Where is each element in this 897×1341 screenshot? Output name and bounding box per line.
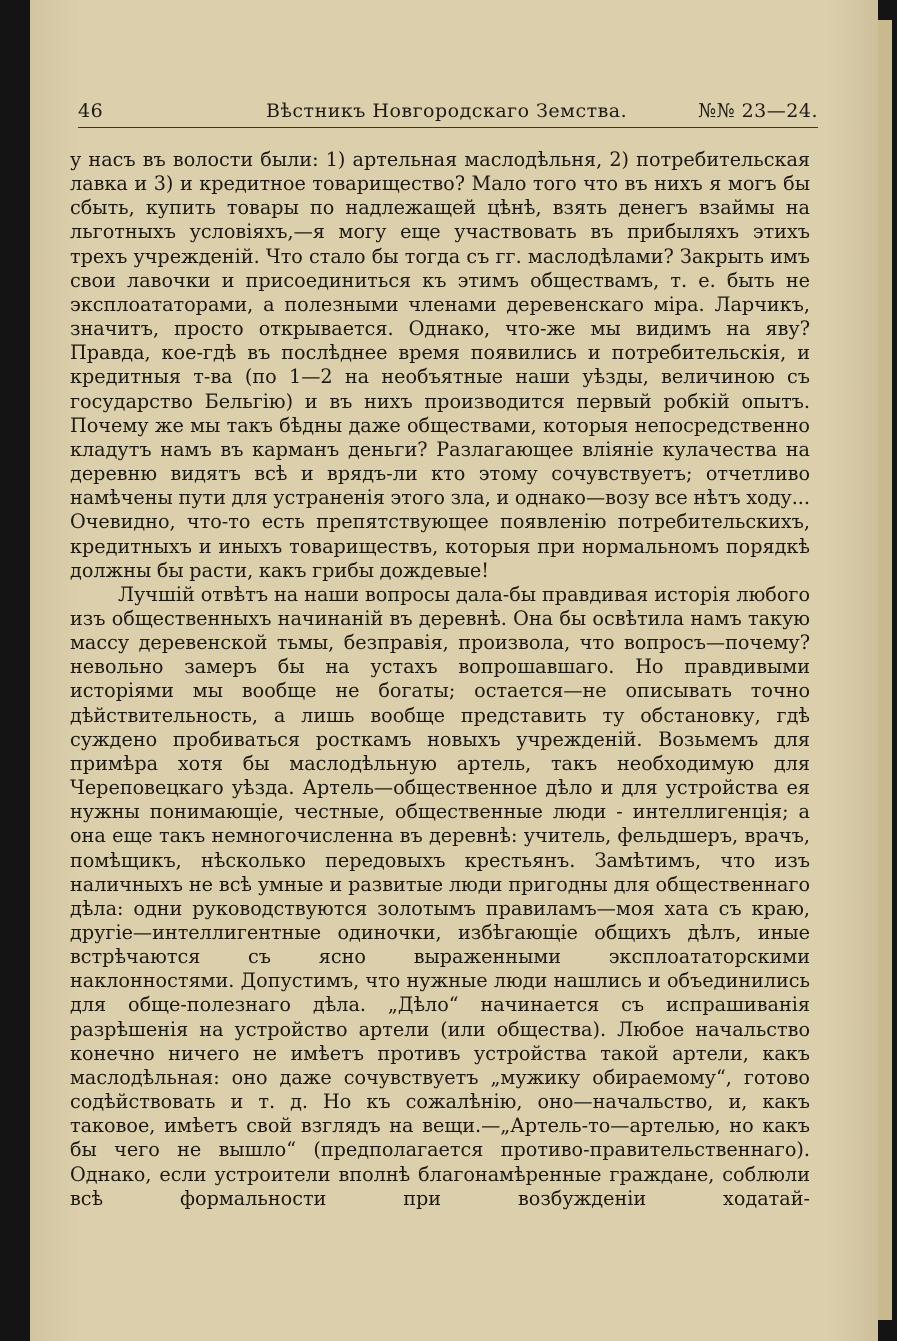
page-edge xyxy=(878,20,892,1320)
running-header xyxy=(78,100,818,130)
journal-title: Вѣстникъ Новгородскаго Земства. xyxy=(266,100,628,122)
body-text xyxy=(70,148,810,1211)
issue-number: №№ 23—24. xyxy=(698,100,818,122)
paragraph-continuation: у насъ въ волости были: 1) артельная маслодѣльня, 2) потребительская лавка и 3) и кредитное товарищество? Мало того что въ нихъ я могъ бы сбыть, купить товары по надлежащей цѣнѣ, взять денегъ взаймы на льготныхъ условіяхъ,—я могу еще участвовать въ прибыляхъ этихъ трехъ учрежденій. Что стало бы тогда съ гг. маслодѣлами? Закрыть имъ свои лавочки и присоединиться къ этимъ обществамъ, т. е. быть не эксплоататорами, а полезными членами деревенскаго міра. Ларчикъ, значитъ, просто открывается. Однако, что-же мы видимъ на яву? Правда, кое-гдѣ въ послѣднее время появились и потребительскія, и кредитныя т-ва (по 1—2 на необъятные наши уѣзды, величиною съ государство Бельгію) и въ нихъ производится первый робкій опытъ. Почему же мы такъ бѣдны даже обществами, которыя непосредственно кладутъ намъ въ карманъ деньги? Разлагающее вліяніе кулачества на деревню видятъ всѣ и врядъ-ли кто этому сочувствуетъ; отчетливо намѣчены пути для устраненія этого зла, и однако—возу все нѣтъ ходу... Очевидно, что-то есть препятствующее появленію потребительскихъ, кредитныхъ и иныхъ товариществъ, которыя при нормальномъ порядкѣ должны бы расти, какъ грибы дождевые! xyxy=(70,148,810,582)
paragraph-best-answer: Лучшій отвѣтъ на наши вопросы дала-бы правдивая исторія любого изъ общественныхъ начинаній въ деревнѣ. Она бы освѣтила намъ такую массу деревенской тьмы, безправія, произвола, что вопросъ—почему? невольно замеръ бы на устахъ вопрошавшаго. Но правдивыми исторіями мы вообще не богаты; остается—не описывать точно дѣйствительность, а лишь вообще представить ту обстановку, гдѣ суждено пробиваться росткамъ новыхъ учрежденій. Возьмемъ для примѣра хотя бы маслодѣльную артель, такъ необходимую для Череповецкаго уѣзда. Артель—общественное дѣло и для устройства ея нужны понимающіе, честные, общественные люди - интеллигенція; а она еще такъ немногочисленна въ деревнѣ: учитель, фельдшеръ, врачъ, помѣщикъ, нѣсколько передовыхъ крестьянъ. Замѣтимъ, что изъ наличныхъ не всѣ умные и развитые люди пригодны для общественнаго дѣла: одни руководствуются золотымъ правиламъ—моя хата съ краю, другіе—интеллигентные одиночки, избѣгающіе общихъ дѣлъ, иные встрѣчаются съ ясно выраженными эксплоататорскими наклонностями. Допустимъ, что нужные люди нашлись и объединились для обще-полезнаго дѣла. „Дѣло“ начинается съ испрашиванія разрѣшенія на устройство артели (или общества). Любое начальство конечно ничего не имѣетъ противъ устройства такой артели, какъ маслодѣльная: оно даже сочувствуетъ „мужику обираемому“, готово содѣйствовать и т. д. Но къ сожалѣнію, оно—начальство, и, какъ таковое, имѣетъ свой взглядъ на вещи.—„Артель-то—артелью, но какъ бы чего не вышло“ (предполагается противо-правительственнаго). Однако, если устроители вполнѣ благонамѣренные граждане, соблюли всѣ формальности при возбужденіи ходатай- xyxy=(70,582,810,1210)
header-rule xyxy=(78,127,818,128)
page-number: 46 xyxy=(78,100,104,122)
